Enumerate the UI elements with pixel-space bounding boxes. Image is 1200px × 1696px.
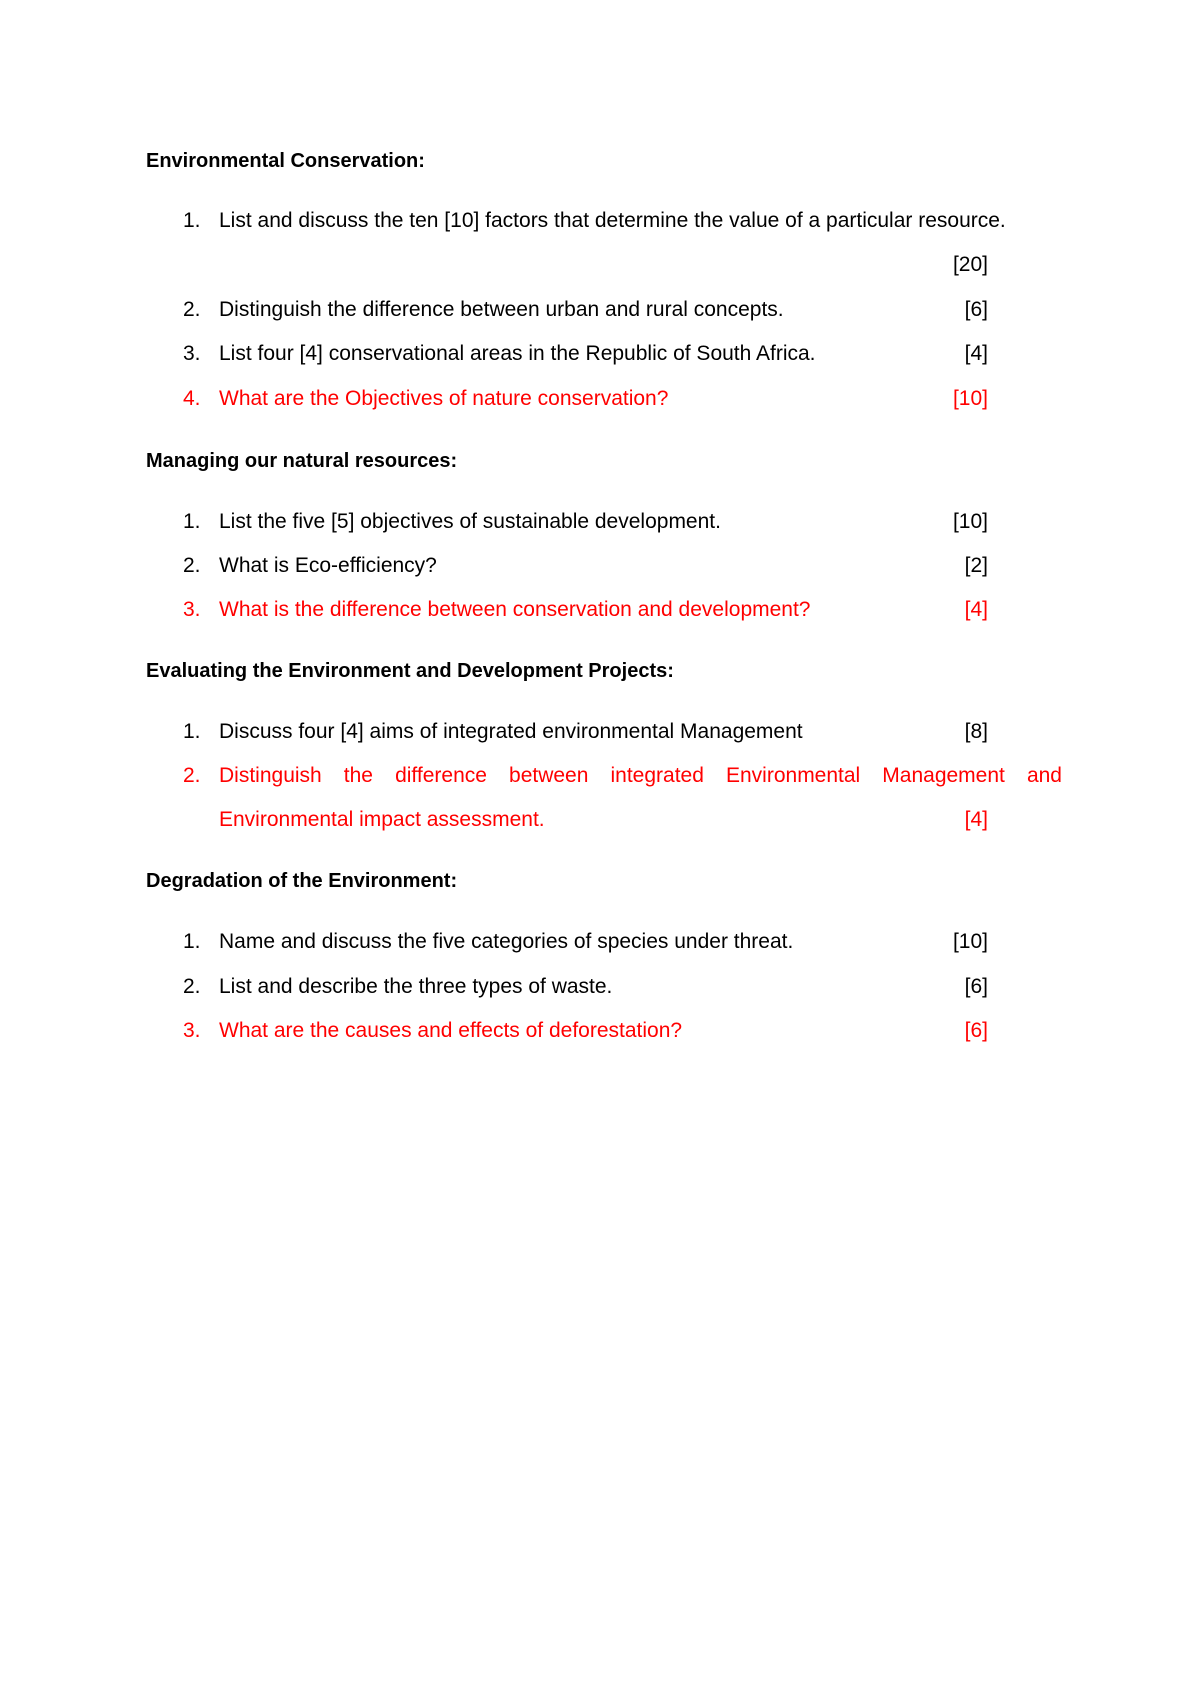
question-marks: [4] bbox=[964, 598, 988, 621]
section-heading-environmental-conservation: Environmental Conservation: bbox=[146, 150, 425, 172]
word: between bbox=[509, 764, 589, 787]
word: Distinguish bbox=[219, 764, 322, 787]
question-text: List and discuss the ten [10] factors that determine the value of a particular resource. bbox=[219, 209, 1006, 232]
question-text: List the five [5] objectives of sustainable development. bbox=[219, 510, 721, 533]
question-number: 1. bbox=[183, 209, 201, 232]
question-marks: [20] bbox=[952, 253, 988, 276]
question-marks: [6] bbox=[964, 298, 988, 321]
question-marks: [10] bbox=[952, 387, 988, 410]
question-number: 2. bbox=[183, 975, 201, 998]
question-marks: [10] bbox=[952, 930, 988, 953]
question-marks: [6] bbox=[964, 975, 988, 998]
question-number: 1. bbox=[183, 720, 201, 743]
question-marks: [4] bbox=[964, 808, 988, 831]
question-number: 3. bbox=[183, 1019, 201, 1042]
question-number: 1. bbox=[183, 930, 201, 953]
question-text: What is the difference between conservation and development? bbox=[219, 598, 811, 621]
question-number: 2. bbox=[183, 298, 201, 321]
question-number: 2. bbox=[183, 554, 201, 577]
question-text: What is Eco-efficiency? bbox=[219, 554, 437, 577]
question-number: 1. bbox=[183, 510, 201, 533]
question-marks: [10] bbox=[952, 510, 988, 533]
question-marks: [4] bbox=[964, 342, 988, 365]
question-marks: [8] bbox=[964, 720, 988, 743]
question-text-justified-line bbox=[219, 764, 1062, 788]
question-marks: [2] bbox=[964, 554, 988, 577]
word: and bbox=[1026, 764, 1062, 787]
word: integrated bbox=[610, 764, 704, 787]
word: Environmental bbox=[725, 764, 861, 787]
question-marks: [6] bbox=[964, 1019, 988, 1042]
question-text: Name and discuss the five categories of species under threat. bbox=[219, 930, 794, 953]
question-number: 2. bbox=[183, 764, 201, 787]
word: difference bbox=[395, 764, 487, 787]
question-number: 3. bbox=[183, 342, 201, 365]
section-heading-evaluating-environment: Evaluating the Environment and Development Projects: bbox=[146, 660, 674, 682]
word: the bbox=[343, 764, 373, 787]
question-text: What are the causes and effects of deforestation? bbox=[219, 1019, 683, 1042]
question-text: Distinguish the difference between urban and rural concepts. bbox=[219, 298, 784, 321]
section-heading-degradation-environment: Degradation of the Environment: bbox=[146, 870, 458, 892]
word: Management bbox=[882, 764, 1005, 787]
question-text: List and describe the three types of waste. bbox=[219, 975, 613, 998]
question-text: List four [4] conservational areas in the Republic of South Africa. bbox=[219, 342, 816, 365]
question-number: 3. bbox=[183, 598, 201, 621]
question-text: Discuss four [4] aims of integrated environmental Management bbox=[219, 720, 803, 743]
question-text: What are the Objectives of nature conservation? bbox=[219, 387, 669, 410]
question-number: 4. bbox=[183, 387, 201, 410]
section-heading-managing-natural-resources: Managing our natural resources: bbox=[146, 450, 458, 472]
question-text-continuation: Environmental impact assessment. bbox=[219, 808, 545, 831]
